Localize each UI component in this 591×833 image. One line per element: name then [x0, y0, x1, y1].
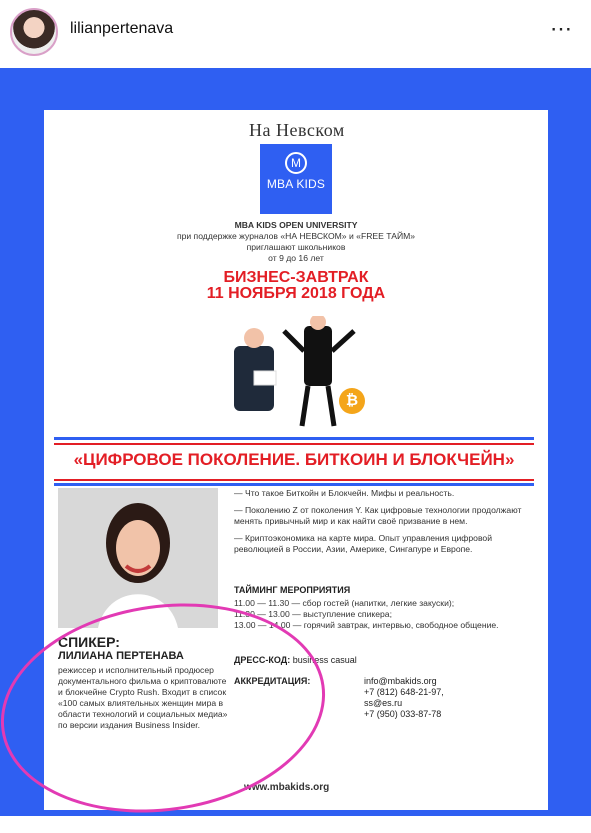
main-title: «ЦИФРОВОЕ ПОКОЛЕНИЕ. БИТКОИН И БЛОКЧЕЙН»	[73, 450, 515, 469]
more-options-icon[interactable]: ⋯	[550, 16, 573, 41]
intro-line-4: от 9 до 16 лет	[268, 253, 324, 263]
speaker-photo	[58, 488, 218, 628]
topic-item: — Криптоэкономика на карте мира. Опыт управления цифровой революцией в России, Азии, Америке, Сингапуре и Европе.	[234, 533, 492, 554]
logo-text: MBA KIDS	[266, 177, 326, 191]
topic-item: — Что такое Биткойн и Блокчейн. Мифы и реальность.	[234, 488, 455, 498]
divider-blue-bottom	[54, 483, 534, 486]
event-title: БИЗНЕС-ЗАВТРАК	[223, 269, 369, 286]
intro-line-2: при поддержке журналов «НА НЕВСКОМ» и «FREE ТАЙМ»	[176, 231, 416, 241]
event-poster	[44, 110, 548, 810]
speaker-label: СПИКЕР:	[58, 634, 120, 650]
topic-item: — Поколению Z от поколения Y. Как цифровые технологии продолжают менять привычный мир и как найти своё призвание в нем.	[234, 505, 522, 526]
timing-item: 13.00 — 14.00 — горячий завтрак, интервью, свободное общение.	[234, 620, 499, 630]
dress-code-value: business casual	[292, 655, 357, 665]
timing-item: 11.00 — 11.30 — сбор гостей (напитки, легкие закуски);	[234, 598, 455, 608]
dress-code	[234, 655, 357, 665]
intro-line-1: MBA KIDS OPEN UNIVERSITY	[234, 220, 358, 230]
accreditation-line: ss@es.ru	[364, 698, 403, 708]
topics-list	[234, 488, 534, 561]
username[interactable]: lilianpertenava	[70, 20, 174, 37]
accreditation-line: info@mbakids.org	[364, 676, 437, 686]
avatar[interactable]	[10, 8, 58, 56]
accreditation-contacts	[364, 676, 444, 720]
divider-blue	[54, 437, 534, 440]
timing-list	[234, 598, 534, 631]
timing-item: 11.30 — 13.00 — выступление спикера;	[234, 609, 392, 619]
post-header	[0, 0, 591, 68]
event-date: 11 НОЯБРЯ 2018 ГОДА	[206, 285, 386, 302]
publisher-logo: На Невском	[249, 120, 345, 140]
kids-illustration	[214, 316, 384, 431]
website-link[interactable]: www.mbakids.org	[244, 782, 330, 793]
accreditation-line: +7 (812) 648-21-97,	[364, 687, 444, 697]
mba-kids-logo	[260, 144, 332, 214]
intro-line-3: приглашают школьников	[246, 242, 346, 252]
logo-mark-icon: M	[285, 152, 307, 174]
speaker-bio: режиссер и исполнительный продюсер документального фильма о криптовалюте и блокчейне Crypto Rush. Входит в список «100 самых влиятельных женщин мира в области технологий и социальных медиа» по версии издания Business Insider.	[58, 665, 228, 730]
intro-block	[114, 220, 478, 264]
divider-red-bottom	[54, 479, 534, 481]
accreditation-label: АККРЕДИТАЦИЯ:	[234, 676, 311, 686]
dress-code-label: ДРЕСС-КОД:	[234, 655, 291, 665]
timing-title: ТАЙМИНГ МЕРОПРИЯТИЯ	[234, 585, 351, 595]
speaker-name: ЛИЛИАНА ПЕРТЕНАВА	[58, 650, 184, 662]
accreditation-line: +7 (950) 033-87-78	[364, 709, 442, 719]
bitcoin-icon: ₿	[339, 388, 365, 414]
divider-red	[54, 443, 534, 445]
event-heading	[134, 270, 458, 302]
